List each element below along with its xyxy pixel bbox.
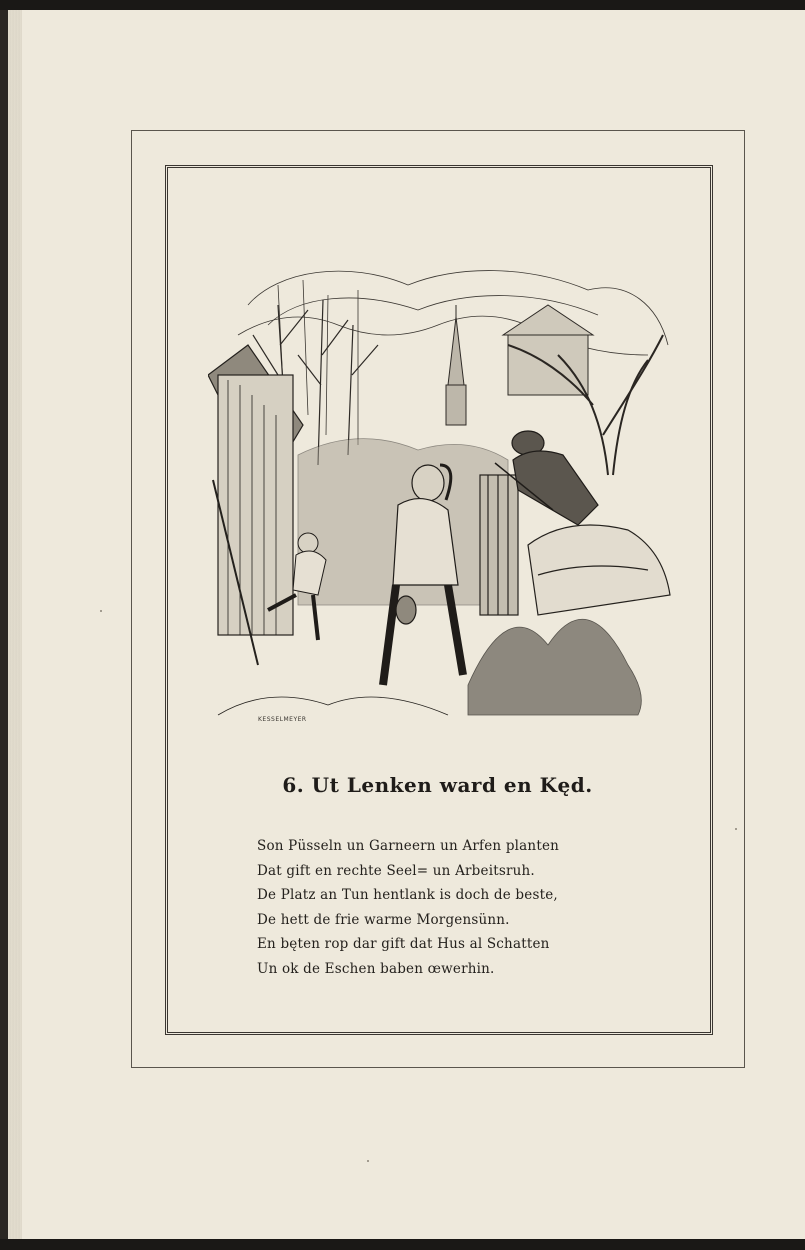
poem-line: Son Püsseln un Garneern un Arfen planten — [257, 838, 560, 854]
scan-bottom-border — [0, 1239, 805, 1250]
poem-line: De Platz an Tun hentlank is doch de beste, — [257, 887, 558, 903]
engraving-illustration — [208, 265, 678, 735]
poem-line: En bęten rop dar gift dat Hus al Schatten — [257, 936, 550, 952]
page-edges — [8, 10, 22, 1239]
poem-line: Dat gift en rechte Seel= un Arbeitsruh. — [257, 862, 535, 879]
poem-line: Un ok de Eschen baben œwerhin. — [257, 960, 495, 977]
church-spire — [446, 305, 466, 425]
garden-gate — [480, 475, 518, 615]
scan-left-border — [0, 10, 8, 1250]
poem-title: 6. Ut Lenken ward en Kęd. — [282, 773, 593, 797]
stone-wall — [528, 525, 670, 615]
scan-top-border — [0, 0, 805, 10]
engraver-credit: KESSELMEYER — [258, 716, 307, 723]
cottage — [208, 345, 303, 665]
poem-text — [257, 834, 617, 981]
paper-speck — [100, 610, 102, 612]
paper-speck — [367, 1160, 369, 1162]
poem-line: De hett de frie warme Morgensünn. — [257, 911, 510, 928]
